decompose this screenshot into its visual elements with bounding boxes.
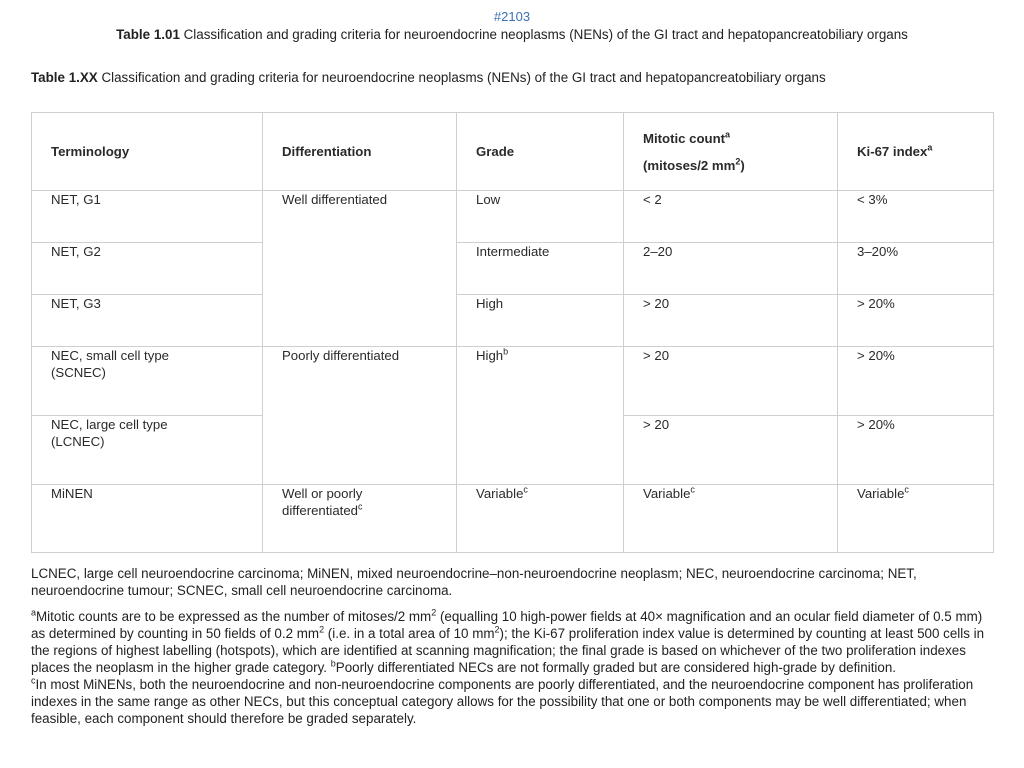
header-ki67-index — [838, 113, 994, 191]
footnotes: $^a$Mitotic counts are to be expressed as the number of mitoses/2 $mm^2$ (equalling 10 high-power fields at 40× magnification and an ocular field diameter of 0.5 mm) as determined by counting in 50 fields of 0.2 $mm^2$ (i.e. in a total area of 10 $mm^2$); the Ki-67 proliferation index value is determined by counting at least 500 cells in the regions of highest labelling (hotspots), which are identified at scanning magnification; the final grade is based on whichever of the two proliferation indexes places the neoplasm in the higher grade category. $^b$Poorly differentiated NECs are not formally graded but are considered high-grade by definition. $^c$In most MiNENs, both the neuroendocrine and non-neuroendocrine components are poorly differentiated, and the neuroendocrine component has proliferation indexes in the same range as other NECs, but this conceptual category allows for the possibility that one or both components may be well differentiated; when feasible, each component should therefore be graded separately. — [31, 607, 985, 726]
cell-ki67-index: > 20% — [838, 347, 994, 416]
cell-ki67-index: Variable$^c$ — [838, 485, 994, 553]
term-abbrev: (LCNEC) — [51, 434, 105, 449]
table-row — [32, 243, 994, 295]
footnote-marker-c: c — [690, 484, 695, 495]
diff-line: differentiated$^c$ — [282, 501, 363, 518]
term-line: NEC, large cell type — [51, 417, 168, 432]
cell-terminology — [32, 347, 263, 416]
header-grade: Grade — [457, 113, 624, 191]
cell-ki67-index: > 20% — [838, 416, 994, 485]
cell-grade: Low — [457, 191, 624, 243]
footnote-marker-c: c — [904, 484, 909, 495]
footnote-marker-c: c — [523, 484, 528, 495]
footnote-marker-b: b — [503, 346, 509, 357]
header-title-text: Classification and grading criteria for neuroendocrine neoplasms (NENs) of the GI tract and hepatopancreatobiliary organs — [183, 27, 908, 42]
cell-grade: Intermediate — [457, 243, 624, 295]
table-row — [32, 347, 994, 416]
table-row — [32, 295, 994, 347]
cell-terminology: NET, G3 — [32, 295, 263, 347]
cell-differentiation: Well differentiated — [263, 191, 457, 347]
diff-line: Well or poorly — [282, 486, 363, 501]
cell-mitotic-count: > 20 — [624, 347, 838, 416]
cell-mitotic-count: > 20 — [624, 295, 838, 347]
cell-mitotic-count: Variable$^c$ — [624, 485, 838, 553]
cell-mitotic-count: > 20 — [624, 416, 838, 485]
cell-ki67-index: < 3% — [838, 191, 994, 243]
footnote-b-text: Poorly differentiated NECs are not formally graded but are considered high-grade by definition. — [335, 660, 897, 675]
header-table-number: Table 1.01 — [116, 27, 180, 42]
cell-grade: Variable$^c$ — [457, 485, 624, 553]
cell-differentiation: Poorly differentiated — [263, 347, 457, 485]
cell-mitotic-count: 2–20 — [624, 243, 838, 295]
header-differentiation: Differentiation — [263, 113, 457, 191]
table-header-row — [32, 113, 994, 191]
footnote-marker-a: a — [927, 142, 933, 153]
header-ki67-label: Ki-67 index — [857, 144, 928, 159]
cell-terminology — [32, 416, 263, 485]
cell-terminology: NET, G2 — [32, 243, 263, 295]
table-link-id[interactable]: #2103 — [493, 9, 531, 24]
page-title — [20, 26, 1004, 43]
footnote-marker-b: b — [330, 658, 336, 669]
caption-table-number: Table 1.XX — [31, 70, 98, 85]
term-abbrev: (SCNEC) — [51, 365, 106, 380]
cell-ki67-index: 3–20% — [838, 243, 994, 295]
header-mitotic-label: Mitotic count — [643, 130, 726, 146]
table-caption — [31, 69, 911, 86]
header-terminology: Terminology — [32, 113, 263, 191]
footnote-marker-a: a — [725, 129, 731, 140]
cell-terminology: NET, G1 — [32, 191, 263, 243]
table-row — [32, 191, 994, 243]
classification-table — [31, 112, 994, 553]
abbreviations-note: LCNEC, large cell neuroendocrine carcinoma; MiNEN, mixed neuroendocrine–non-neuroendocrine neoplasm; NEC, neuroendocrine carcinoma; NET, neuroendocrine tumour; SCNEC, small cell neuroendocrine carcinoma. — [31, 566, 917, 598]
cell-grade: High$^b$ — [457, 347, 624, 485]
footnote-marker-c: c — [31, 675, 36, 686]
footnote-c-text: In most MiNENs, both the neuroendocrine and non-neuroendocrine components are poorly differentiated, and the neuroendocrine component has proliferation indexes in the same range as other NECs, but this conceptual category allows for the possibility that one or both components may be well differentiated; when feasible, each component should therefore be graded separately. — [31, 677, 974, 726]
table-row — [32, 485, 994, 553]
footnote-marker-a: a — [31, 607, 37, 618]
footnote-a-text: Mitotic counts are to be expressed as the number of mitoses/2 mm — [36, 609, 432, 624]
footnote-marker-c: c — [358, 501, 363, 512]
caption-text: Classification and grading criteria for neuroendocrine neoplasms (NENs) of the GI tract and hepatopancreatobiliary organs — [101, 70, 826, 85]
cell-grade: High — [457, 295, 624, 347]
header-mitotic-count — [624, 113, 838, 191]
cell-mitotic-count: < 2 — [624, 191, 838, 243]
header-mitotic-unit: (mitoses/2 $mm^2$) — [643, 156, 745, 173]
cell-differentiation — [263, 485, 457, 553]
cell-ki67-index: > 20% — [838, 295, 994, 347]
term-line: NEC, small cell type — [51, 348, 169, 363]
cell-terminology: MiNEN — [32, 485, 263, 553]
